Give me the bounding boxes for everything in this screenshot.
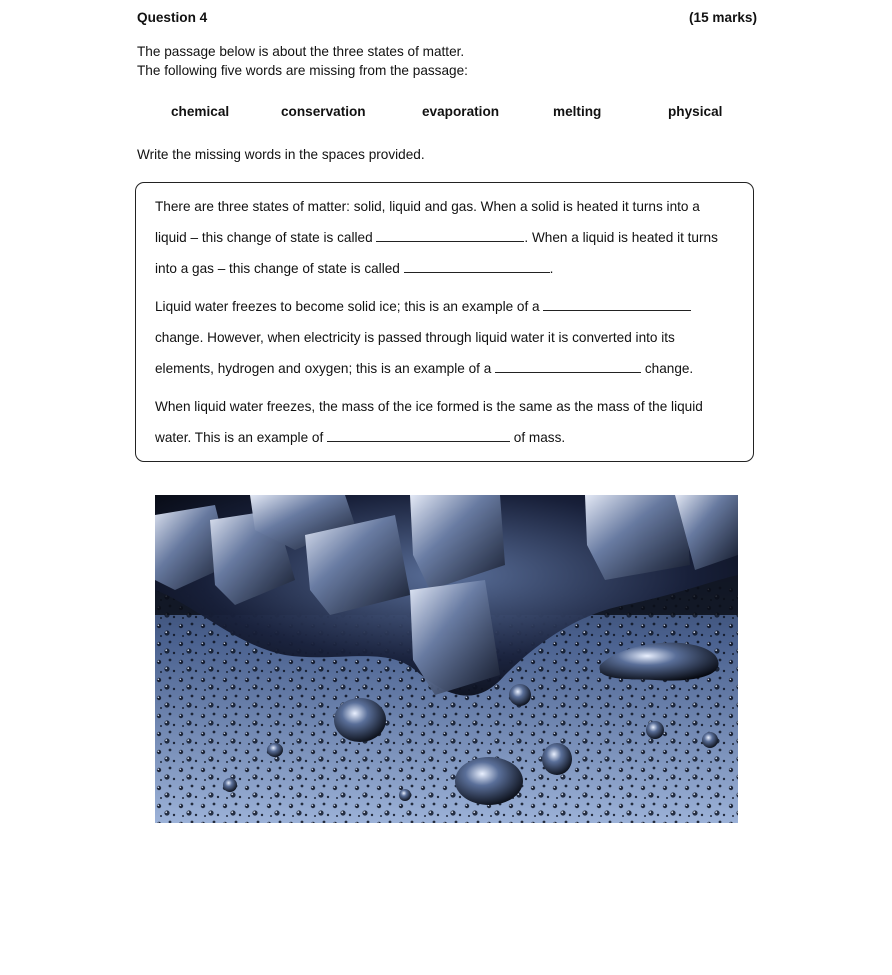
passage-text: . When a liquid is heated it turns bbox=[524, 230, 718, 245]
blank-space-4[interactable] bbox=[495, 361, 641, 373]
intro-line-1: The passage below is about the three states of matter. bbox=[137, 44, 465, 59]
intro-line-2: The following five words are missing from the passage: bbox=[137, 63, 468, 78]
ice-water-droplets-photo bbox=[155, 495, 738, 823]
passage-text: Liquid water freezes to become solid ice; this is an example of a bbox=[155, 299, 544, 314]
blank-space-2[interactable] bbox=[404, 261, 550, 273]
blank-space-1[interactable] bbox=[376, 230, 524, 242]
passage-box bbox=[135, 182, 754, 462]
passage-line bbox=[155, 230, 718, 245]
ice-photo-graphic bbox=[155, 495, 738, 823]
word-bank-item: evaporation bbox=[422, 104, 500, 119]
marks-label: (15 marks) bbox=[689, 10, 758, 25]
passage-line: When liquid water freezes, the mass of the ice formed is the same as the mass of the liquid bbox=[155, 399, 703, 414]
passage-line bbox=[155, 430, 565, 445]
passage-text: . bbox=[549, 261, 554, 276]
blank-space-5[interactable] bbox=[327, 430, 510, 442]
passage-text: liquid – this change of state is called bbox=[155, 230, 377, 245]
passage-line bbox=[155, 299, 691, 314]
passage-line bbox=[155, 361, 693, 376]
word-bank-item: conservation bbox=[281, 104, 366, 119]
passage-text: elements, hydrogen and oxygen; this is an example of a bbox=[155, 361, 496, 376]
word-bank-item: physical bbox=[668, 104, 723, 119]
passage-text: water. This is an example of bbox=[155, 430, 328, 445]
question-title: Question 4 bbox=[137, 10, 208, 25]
word-bank-item: chemical bbox=[171, 104, 230, 119]
passage-line: change. However, when electricity is passed through liquid water it is converted into its bbox=[155, 330, 675, 345]
passage-text: change. bbox=[641, 361, 694, 376]
instruction-text: Write the missing words in the spaces provided. bbox=[137, 147, 425, 162]
passage-line bbox=[155, 261, 553, 276]
blank-space-3[interactable] bbox=[543, 299, 691, 311]
passage-text: into a gas – this change of state is called bbox=[155, 261, 404, 276]
passage-text: of mass. bbox=[510, 430, 566, 445]
passage-line: There are three states of matter: solid, liquid and gas. When a solid is heated it turns into a bbox=[155, 199, 700, 214]
word-bank-item: melting bbox=[553, 104, 602, 119]
